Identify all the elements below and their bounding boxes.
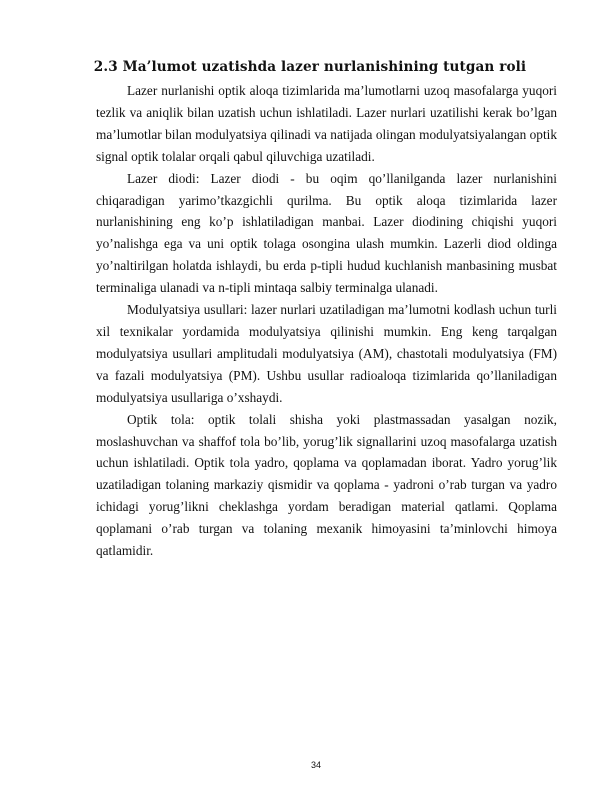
paragraph-modulation-methods: Modulyatsiya usullari: lazer nurlari uzatiladigan ma’lumotni kodlash uchun turli xil texnikalar yordamida modulyatsiya qilinishi mumkin. Eng keng tarqalgan modulyatsiya usullari amplitudali modulyatsiya (AM), chastotali modulyatsiya (FM) va fazali modulyatsiya (PM). Ushbu usullar radioaloqa tizimlarida qo’llaniladigan modulyatsiya usullariga o’xshaydi. bbox=[96, 302, 557, 405]
body-text bbox=[96, 80, 557, 562]
paragraph-optical-fiber: Optik tola: optik tolali shisha yoki plastmassadan yasalgan nozik, moslashuvchan va shaffof tola bo’lib, yorug’lik signallarini uzoq masofalarga uzatish uchun ishlatiladi. Optik tola yadro, qoplama va qoplamadan iborat. Yadro yorug’lik uzatiladigan tolaning markaziy qismidir va qoplama - yadroni o’rab turgan va yadro ichidagi yorug’likni cheklashga yordam beradigan material qatlami. Qoplama qoplamani o’rab turgan va tolaning mexanik himoyasini ta’minlovchi himoya qatlamidir. bbox=[96, 411, 557, 559]
page-number: 34 bbox=[310, 760, 321, 770]
paragraph-laser-radiation: Lazer nurlanishi optik aloqa tizimlarida ma’lumotlarni uzoq masofalarga yuqori tezlik va aniqlik bilan uzatish uchun ishlatiladi. Lazer nurlari uzatilishi kerak bo’lgan ma’lumotlar bilan modulyatsiya qilinadi va natijada olingan modulyatsiyalangan optik signal optik tolalar orqali qabul qiluvchiga uzatiladi. bbox=[96, 83, 557, 164]
section-heading: 2.3 Ma’lumot uzatishda lazer nurlanishining tutgan roli bbox=[93, 59, 527, 75]
paragraph-laser-diode: Lazer diodi: Lazer diodi - bu oqim qo’llanilganda lazer nurlanishini chiqaradigan yarimo’tkazgichli qurilma. Bu optik aloqa tizimlarida lazer nurlanishining eng ko’p ishlatiladigan manbai. Lazer diodining chiqishi yuqori yo’nalishga ega va uni optik tolaga osongina ulash mumkin. Lazerli diod oldinga yo’naltirilgan holatda ishlaydi, bu erda p-tipli hudud kuchlanish manbasining musbat terminaliga ulanadi va n-tipli mintaqa salbiy terminalga ulanadi. bbox=[96, 170, 557, 296]
